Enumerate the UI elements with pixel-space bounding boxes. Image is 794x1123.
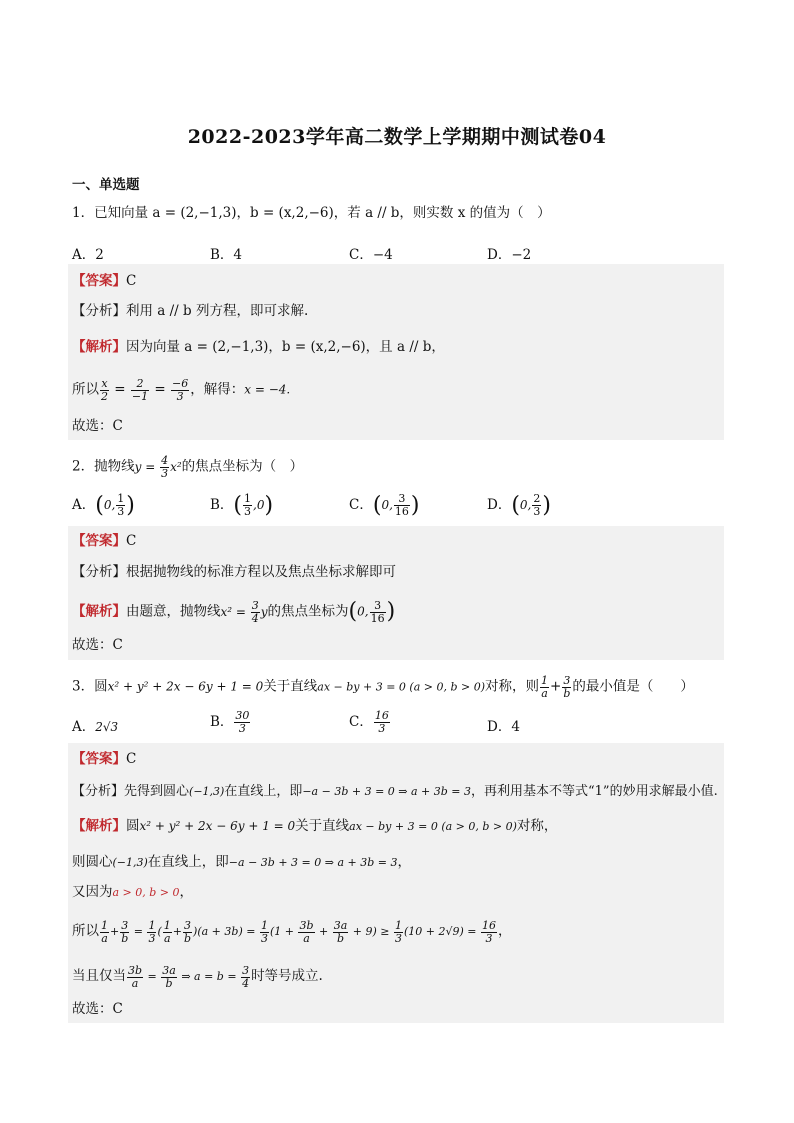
q1-frac-3: $\frac{-6}{3}$ — [172, 377, 189, 403]
q3-analysis-eq: −a − 3b + 3 = 0 ⇒ a + 3b = 3 — [302, 785, 472, 798]
q2-solution-suffix: 的焦点坐标为 — [267, 603, 349, 620]
q2-option-c: C．(0, $\frac{3}{16}$ ) — [349, 492, 420, 518]
q2-solution: 【解析】由题意，抛物线x² = $\frac{3}{4}$ y的焦点坐标为(0, $\frac{3}{16}$ ) — [72, 599, 396, 625]
q1-step-mid: ，解得： — [190, 381, 245, 398]
q2-answer-value: C — [126, 533, 137, 549]
q1-step: 所以 $\frac{x}{2}$ = $\frac{2}{-1}$ = $\frac{-6}{3}$ ，解得：x = −4. — [72, 377, 291, 403]
q3-option-b: B． $\frac{30}{3}$ — [210, 709, 250, 735]
q1-answer — [72, 275, 136, 289]
q3-solution-prefix: 圆 — [126, 818, 140, 834]
q3-option-a: A．2√3 — [72, 719, 119, 735]
q3-line2 — [72, 856, 411, 870]
q2-option-a: A．(0, $\frac{1}{3}$ ) — [72, 492, 135, 518]
q3-line2-suffix: ， — [397, 854, 411, 870]
q3-line5-prefix: 当且仅当 — [72, 968, 126, 985]
q3-solution-mid: 关于直线 — [295, 818, 350, 834]
q1-answer-value: C — [126, 273, 137, 289]
q1-option-c: C．−4 — [349, 247, 393, 263]
q2-solution-prefix: 由题意，抛物线 — [126, 603, 221, 620]
q2-conclusion: 故选：C — [72, 637, 123, 653]
q3-solution-line: ax − by + 3 = 0 (a > 0, b > 0) — [349, 820, 517, 833]
q3-answer — [72, 753, 136, 767]
q3-option-c: C． $\frac{16}{3}$ — [349, 709, 389, 735]
q1-solution-text: 因为向量 a = (2,−1,3)，b = (x,2,−6)，且 a // b， — [126, 339, 445, 355]
q3-line3 — [72, 886, 193, 900]
q2-analysis-text: 根据抛物线的标准方程以及焦点坐标求解即可 — [126, 564, 396, 580]
q2-stem — [72, 455, 303, 479]
q1-frac-2: $\frac{2}{-1}$ — [131, 377, 149, 403]
q3-analysis-label: 【分析】 — [72, 784, 125, 799]
q1-analysis-text: 利用 a // b 列方程，即可求解. — [126, 303, 309, 319]
q1-option-d: D．−2 — [487, 247, 532, 263]
q3-solution-suffix: 对称， — [516, 818, 558, 834]
q3-circle-eq: x² + y² + 2x − 6y + 1 = 0 — [107, 679, 264, 694]
q3-line2-prefix: 则圆心 — [72, 854, 113, 870]
q3-analysis — [72, 785, 718, 798]
q1-analysis-label: 【分析】 — [72, 303, 126, 319]
q3-stem-prefix: 3．圆 — [72, 678, 108, 695]
q2-answer-block — [68, 526, 724, 660]
q3-answer-label: 【答案】 — [72, 751, 126, 767]
q1-option-a: A．2 — [72, 247, 104, 263]
q1-step-prefix: 所以 — [72, 381, 99, 398]
q3-stem-mid: 关于直线 — [263, 678, 318, 695]
q2-stem-prefix: 2．抛物线 — [72, 458, 135, 475]
q2-parabola-eq: y = $\frac{4}{3}$ x² — [134, 454, 182, 480]
q3-conclusion: 故选：C — [72, 1001, 123, 1017]
q3-line5-suffix: 时等号成立. — [251, 968, 323, 985]
q3-analysis-prefix: 先得到圆心 — [124, 784, 190, 799]
q2-option-b: B．( $\frac{1}{3}$ ,0) — [210, 492, 274, 518]
q1-conclusion: 故选：C — [72, 418, 123, 434]
q3-stem: 3．圆x² + y² + 2x − 6y + 1 = 0关于直线ax − by + 3 = 0 (a > 0, b > 0)对称，则 $\frac{1}{a}$ + $\frac{3}{b}$ 的最小值是（ ） — [72, 674, 694, 700]
q1-option-b: B．4 — [210, 247, 243, 263]
q1-stem: 1．已知向量 a = (2,−1,3)，b = (x,2,−6)，若 a // b，则实数 x 的值为（ ） — [72, 205, 551, 221]
q2-stem-suffix: 的焦点坐标为（ ） — [181, 458, 304, 475]
q2-option-d: D．(0, $\frac{2}{3}$ ) — [487, 492, 551, 518]
section-heading: 一、单选题 — [72, 177, 140, 193]
q3-line5: 当且仅当 $\frac{3b}{a}$ = $\frac{3a}{b}$ ⇒ a = b = $\frac{3}{4}$ 时等号成立. — [72, 964, 323, 990]
q3-solution-circle: x² + y² + 2x − 6y + 1 = 0 — [139, 819, 296, 833]
q3-option-d: D．4 — [487, 719, 520, 735]
q3-line2-mid: 在直线上，即 — [147, 854, 229, 870]
q3-solution-label: 【解析】 — [72, 818, 126, 834]
q3-line3-suffix: ， — [179, 884, 194, 900]
q3-solution — [72, 820, 557, 834]
q1-analysis — [72, 305, 308, 319]
q2-answer — [72, 535, 136, 549]
q3-line3-cond: a > 0, b > 0 — [112, 886, 180, 899]
q1-step-result: x = −4. — [244, 382, 291, 397]
q1-frac-1: $\frac{x}{2}$ — [101, 377, 108, 403]
q1-solution — [72, 341, 445, 355]
q2-solution-label: 【解析】 — [72, 603, 126, 620]
q3-line4-prefix: 所以 — [72, 923, 99, 940]
q3-line-eq: ax − by + 3 = 0 (a > 0, b > 0) — [317, 680, 485, 694]
q2-analysis — [72, 566, 396, 580]
q3-line3-prefix: 又因为 — [72, 884, 113, 900]
q1-solution-label: 【解析】 — [72, 339, 126, 355]
q2-analysis-label: 【分析】 — [72, 564, 126, 580]
q3-answer-value: C — [126, 751, 137, 767]
q3-analysis-center: (−1,3) — [189, 785, 225, 798]
q3-line2-eq: −a − 3b + 3 = 0 ⇒ a + 3b = 3 — [228, 856, 398, 869]
q3-analysis-mid: 在直线上，即 — [224, 784, 303, 799]
q3-analysis-suffix: ，再利用基本不等式“1”的妙用求解最小值. — [471, 784, 718, 799]
q3-stem-suffix: 的最小值是（ ） — [572, 678, 694, 695]
q3-stem-mid2: 对称，则 — [485, 678, 539, 695]
q2-answer-label: 【答案】 — [72, 533, 126, 549]
q3-line2-center: (−1,3) — [112, 856, 148, 869]
q3-line4: 所以 $\frac{1}{a}$ + $\frac{3}{b}$ = $\frac{1}{3}$ ( $\frac{1}{a}$ + $\frac{3}{b}$ )(a + 3b) = $\frac{1}{3}$ (1 + $\frac{3b}{a}$ + $\frac{3a}{b}$ + 9) ≥ $\frac{1}{3}$ (10 + 2√9) = $\frac{16}{3}$ ， — [72, 919, 512, 945]
page-title: 2022-2023学年高二数学上学期期中测试卷04 — [187, 126, 607, 148]
q1-answer-label: 【答案】 — [72, 273, 126, 289]
